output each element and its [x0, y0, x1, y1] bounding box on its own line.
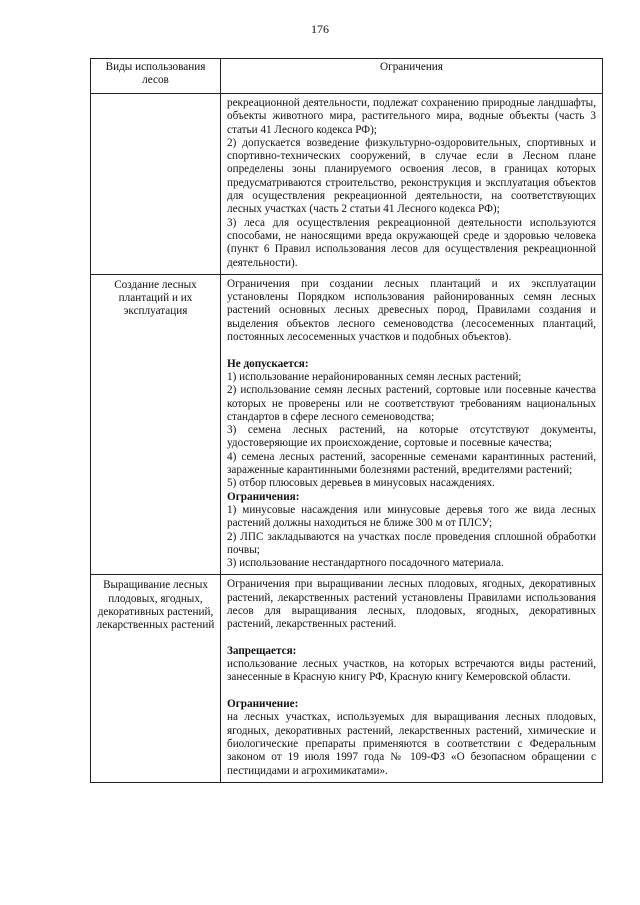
paragraph: 3) леса для осуществления рекреационной деятельности используются способами, не наносящими вреда окружающей среде и здоровью человека (пункт 6 Правил использования лесов для осуществления рекреационной деятельности). [227, 216, 596, 269]
paragraph: рекреационной деятельности, подлежат сохранению природные ландшафты, объекты животного мира, растительного мира, водные объекты (часть 3 статьи 41 Лесного кодекса РФ); [227, 97, 596, 136]
header-limits: Ограничения [221, 59, 603, 94]
paragraph: Ограничения при создании лесных плантаций и их эксплуатации установлены Порядком использования районированных семян лесных растений основных лесных древесных пород, Правилами создания и выделения объектов лесного семеноводства (лесосеменных плантаций, постоянных лесосеменных участков и подобных объектов). [227, 277, 596, 344]
section-heading: Ограничение: [227, 698, 299, 711]
table-row [91, 274, 603, 575]
paragraph: 4) семена лесных растений, засоренные семенами карантинных растений, зараженные карантинными болезнями растений, вредителями растений; [227, 450, 596, 477]
restrictions-table [90, 58, 603, 783]
paragraph: 2) использование семян лесных растений, сортовые или посевные качества которых не проверены или не соответствуют требованиям национальных стандартов в сфере лесного семеноводства; [227, 384, 596, 423]
section-heading: Не допускается: [227, 357, 309, 370]
limits-cell [221, 94, 603, 275]
table-row [91, 575, 603, 782]
limits-cell [221, 274, 603, 575]
section-heading: Ограничения: [227, 490, 300, 503]
paragraph: использование лесных участков, на которых встречаются виды растений, занесенные в Красную книгу РФ, Красную книгу Кемеровской области. [227, 658, 596, 684]
paragraph: на лесных участках, используемых для выращивания лесных плодовых, ягодных, декоративных растений, лекарственных растений, химические и биологические препараты применяются в соответствии с Федеральным законом от 19 июля 1997 года № 109-ФЗ «О безопасном обращении с пестицидами и агрохимикатами». [227, 711, 596, 777]
spacer [227, 632, 596, 645]
spacer [227, 344, 596, 357]
page-number: 176 [311, 22, 329, 36]
paragraph: Ограничения при выращивании лесных плодовых, ягодных, декоративных растений, лекарственных растений установлены Правилами использования лесов для выращивания лесных, плодовых, ягодных, декоративных растений, лекарственных растений. [227, 578, 596, 631]
table-row [91, 94, 603, 275]
paragraph: 3) использование нестандартного посадочного материала. [227, 557, 504, 570]
use-type-cell [91, 94, 221, 275]
paragraph: 2) допускается возведение физкультурно-оздоровительных, спортивных и спортивно-технических сооружений, в случае если в Лесном плане определены зоны планируемого освоения лесов, в границах которых предусматриваются строительство, реконструкция и эксплуатация объектов для осуществления рекреационной деятельности, на соответствующих лесных участках (часть 2 статьи 41 Лесного кодекса РФ); [227, 136, 596, 216]
paragraph: 5) отбор плюсовых деревьев в минусовых насаждениях. [227, 477, 495, 490]
section-heading: Запрещается: [227, 644, 297, 657]
spacer [227, 685, 596, 698]
paragraph: 2) ЛПС закладываются на участках после проведения сплошной обработки почвы; [227, 530, 596, 556]
table-header-row [91, 59, 603, 94]
paragraph: 1) минусовые насаждения или минусовые деревья того же вида лесных растений должны находиться не ближе 300 м от ПЛСУ; [227, 503, 596, 530]
limits-cell [221, 575, 603, 782]
use-type-cell: Выращивание лесных плодовых, ягодных, декоративных растений, лекарственных растений [91, 575, 221, 782]
use-type-cell: Создание лесных плантаций и их эксплуатация [91, 274, 221, 575]
paragraph: 1) использование нерайонированных семян лесных растений; [227, 370, 522, 383]
paragraph: 3) семена лесных растений, на которые отсутствуют документы, удостоверяющие их происхождение, сортовые и посевные качества; [227, 424, 596, 450]
header-use-types: Виды использования лесов [91, 59, 221, 94]
